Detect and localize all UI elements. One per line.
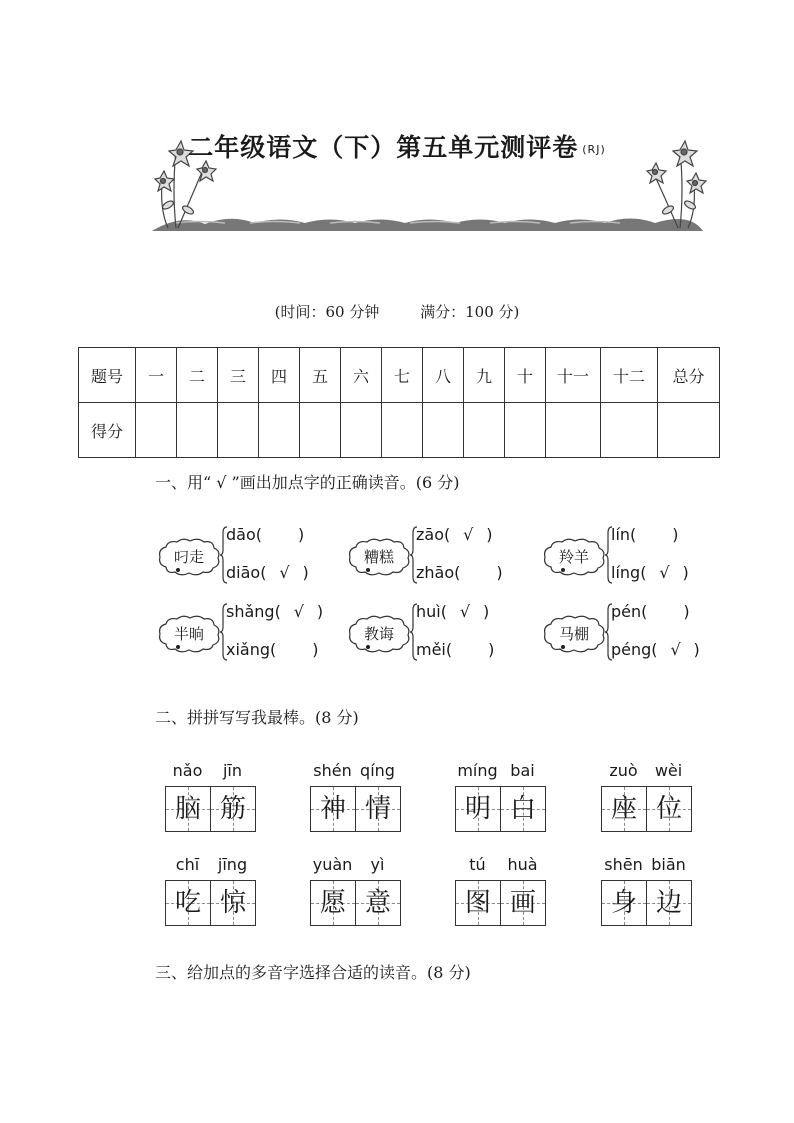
close-paren: ) — [683, 602, 690, 621]
pinyin-option[interactable] — [611, 563, 689, 582]
emphasis-dot — [176, 568, 180, 572]
score-cell[interactable] — [546, 403, 601, 458]
written-character: 画 — [509, 888, 536, 918]
check-mark: √ — [293, 602, 304, 621]
written-character: 座 — [610, 794, 637, 824]
word-cloud — [156, 614, 222, 654]
pinyin-text: dāo( — [226, 525, 262, 544]
emphasis-dot — [366, 568, 370, 572]
pinyin-label: wèi — [654, 761, 683, 780]
tianzige-writing-box[interactable] — [165, 880, 211, 926]
close-paren: ) — [496, 563, 503, 582]
word-cloud — [346, 537, 412, 577]
score-table-col: 十一 — [546, 348, 601, 403]
score-table-col: 一 — [136, 348, 177, 403]
pinyin-option[interactable] — [226, 563, 309, 582]
pinyin-label: nǎo — [172, 761, 203, 780]
pinyin-option[interactable] — [611, 525, 679, 544]
tianzige-writing-box[interactable] — [165, 786, 211, 832]
answer-blank[interactable] — [276, 640, 312, 659]
pinyin-text: zhāo( — [416, 563, 461, 582]
close-paren: ) — [298, 525, 305, 544]
score-cell[interactable] — [177, 403, 218, 458]
tianzige-writing-box[interactable] — [310, 786, 356, 832]
emphasis-dot — [561, 645, 565, 649]
score-table-col: 二 — [177, 348, 218, 403]
answer-blank[interactable] — [266, 563, 302, 582]
pinyin-option[interactable] — [611, 602, 690, 621]
pinyin-option[interactable] — [226, 602, 323, 621]
close-paren: ) — [486, 525, 493, 544]
target-word: 教诲 — [363, 625, 394, 643]
score-cell[interactable] — [382, 403, 423, 458]
pinyin-label: jīn — [222, 761, 243, 780]
pinyin-text: lín( — [611, 525, 637, 544]
score-table-header-label: 题号 — [79, 348, 136, 403]
pinyin-label: shén — [313, 761, 352, 780]
emphasis-dot — [366, 645, 370, 649]
score-table — [78, 347, 720, 458]
target-word: 马棚 — [558, 625, 589, 643]
tianzige-writing-box[interactable] — [210, 786, 256, 832]
answer-blank[interactable] — [262, 525, 298, 544]
score-cell[interactable] — [505, 403, 546, 458]
pinyin-label: biān — [651, 855, 686, 874]
written-character: 图 — [464, 888, 491, 918]
target-word: 叼走 — [173, 548, 204, 566]
written-character: 脑 — [174, 794, 201, 824]
score-cell[interactable] — [341, 403, 382, 458]
check-mark: √ — [659, 563, 670, 582]
score-cell[interactable] — [218, 403, 259, 458]
score-table-col: 三 — [218, 348, 259, 403]
pinyin-option[interactable] — [416, 602, 489, 621]
exam-meta — [0, 301, 794, 322]
section-3-title: 三、给加点的多音字选择合适的读音。(8 分) — [155, 963, 471, 982]
tianzige-writing-box[interactable] — [455, 880, 501, 926]
written-character: 边 — [655, 888, 682, 918]
score-table-col: 四 — [259, 348, 300, 403]
word-cloud — [541, 614, 607, 654]
pinyin-label: shēn — [604, 855, 643, 874]
answer-blank[interactable] — [647, 602, 683, 621]
pinyin-label: bai — [510, 761, 535, 780]
score-table-col: 九 — [464, 348, 505, 403]
tianzige-writing-box[interactable] — [355, 786, 401, 832]
score-table-col-total: 总分 — [658, 348, 720, 403]
pinyin-text: huì( — [416, 602, 447, 621]
answer-blank[interactable] — [452, 640, 488, 659]
pinyin-label: qíng — [360, 761, 395, 780]
pinyin-text: péng( — [611, 640, 658, 659]
close-paren: ) — [488, 640, 495, 659]
close-paren: ) — [482, 602, 490, 621]
tianzige-writing-box[interactable] — [646, 880, 692, 926]
title-text: 二年级语文（下）第五单元测评卷 — [188, 133, 579, 162]
target-word: 羚羊 — [558, 548, 589, 566]
edition-tag: (RJ) — [582, 143, 606, 156]
close-paren: ) — [312, 640, 319, 659]
score-table-col: 五 — [300, 348, 341, 403]
tianzige-writing-box[interactable] — [310, 880, 356, 926]
page-title — [0, 128, 794, 164]
pinyin-option[interactable] — [226, 525, 304, 544]
pinyin-text: zāo( — [416, 525, 451, 544]
answer-blank[interactable] — [450, 525, 486, 544]
close-paren: ) — [693, 640, 700, 659]
pinyin-text: měi( — [416, 640, 453, 659]
score-table-col: 十二 — [601, 348, 658, 403]
tianzige-writing-box[interactable] — [646, 786, 692, 832]
pinyin-option[interactable] — [416, 525, 492, 544]
pinyin-text: shǎng( — [226, 602, 281, 621]
score-cell[interactable] — [259, 403, 300, 458]
written-character: 白 — [509, 794, 536, 824]
written-character: 身 — [610, 888, 637, 918]
tianzige-writing-box[interactable] — [455, 786, 501, 832]
emphasis-dot — [561, 568, 565, 572]
pinyin-option[interactable] — [416, 640, 494, 659]
written-character: 意 — [364, 888, 391, 918]
word-cloud — [156, 537, 222, 577]
score-cell[interactable] — [300, 403, 341, 458]
answer-blank[interactable] — [281, 602, 317, 621]
pinyin-option[interactable] — [226, 640, 319, 659]
pinyin-text: xiǎng( — [226, 640, 277, 659]
check-mark: √ — [463, 525, 474, 544]
written-character: 筋 — [219, 794, 246, 824]
close-paren: ) — [672, 525, 679, 544]
score-cell-total[interactable] — [658, 403, 720, 458]
pinyin-text: diāo( — [226, 563, 267, 582]
answer-blank[interactable] — [658, 640, 694, 659]
section-2-title: 二、拼拼写写我最棒。(8 分) — [155, 708, 359, 727]
pinyin-option[interactable] — [416, 563, 503, 582]
score-cell[interactable] — [136, 403, 177, 458]
pinyin-label: jīng — [217, 855, 248, 874]
close-paren: ) — [302, 563, 309, 582]
tianzige-writing-box[interactable] — [210, 880, 256, 926]
written-character: 明 — [464, 794, 491, 824]
pinyin-text: pén( — [611, 602, 648, 621]
pinyin-text: líng( — [611, 563, 647, 582]
written-character: 位 — [655, 794, 682, 824]
target-word: 糟糕 — [363, 548, 394, 566]
time-limit: (时间：60 分钟 — [274, 303, 380, 321]
check-mark: √ — [670, 640, 681, 659]
score-table-col: 八 — [423, 348, 464, 403]
check-mark: √ — [459, 602, 471, 621]
written-character: 惊 — [219, 888, 246, 918]
pinyin-label: tú — [469, 855, 486, 874]
pinyin-label: chī — [175, 855, 200, 874]
score-table-score-label: 得分 — [79, 403, 136, 458]
emphasis-dot — [176, 645, 180, 649]
score-table-header-row — [79, 348, 720, 403]
score-table-score-row — [79, 403, 720, 458]
score-cell[interactable] — [423, 403, 464, 458]
tianzige-writing-box[interactable] — [500, 880, 546, 926]
check-mark: √ — [279, 563, 290, 582]
pinyin-label: míng — [457, 761, 498, 780]
full-score: 满分：100 分) — [420, 303, 520, 321]
score-table-col: 七 — [382, 348, 423, 403]
close-paren: ) — [682, 563, 689, 582]
pinyin-option[interactable] — [611, 640, 700, 659]
written-character: 情 — [364, 794, 391, 824]
tianzige-writing-box[interactable] — [355, 880, 401, 926]
close-paren: ) — [316, 602, 324, 621]
word-cloud — [346, 614, 412, 654]
written-character: 神 — [319, 794, 346, 824]
pinyin-label: huà — [507, 855, 538, 874]
section-1-title: 一、用“ √ ”画出加点字的正确读音。(6 分) — [155, 473, 460, 492]
written-character: 愿 — [319, 888, 346, 918]
pinyin-label: yì — [370, 855, 385, 874]
tianzige-writing-box[interactable] — [601, 880, 647, 926]
answer-blank[interactable] — [447, 602, 483, 621]
answer-blank[interactable] — [636, 525, 672, 544]
pinyin-label: yuàn — [312, 855, 353, 874]
score-table-col: 六 — [341, 348, 382, 403]
score-cell[interactable] — [601, 403, 658, 458]
target-word: 半晌 — [173, 625, 204, 643]
score-cell[interactable] — [464, 403, 505, 458]
written-character: 吃 — [174, 888, 201, 918]
word-cloud — [541, 537, 607, 577]
pinyin-label: zuò — [609, 761, 638, 780]
answer-blank[interactable] — [460, 563, 496, 582]
tianzige-writing-box[interactable] — [601, 786, 647, 832]
tianzige-writing-box[interactable] — [500, 786, 546, 832]
answer-blank[interactable] — [646, 563, 682, 582]
score-table-col: 十 — [505, 348, 546, 403]
